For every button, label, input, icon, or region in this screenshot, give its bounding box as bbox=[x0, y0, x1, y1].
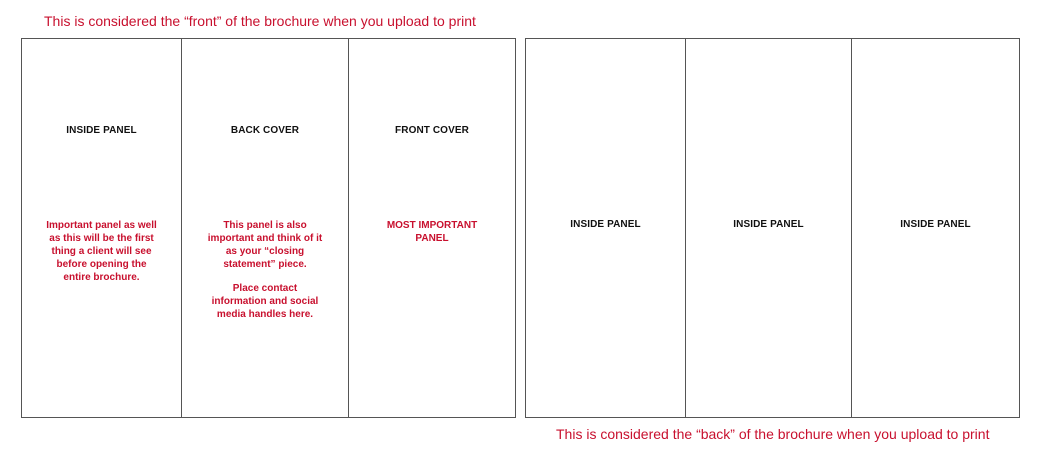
front-sheet bbox=[21, 38, 516, 418]
panel-note-contact: Place contact information and social media handles here. bbox=[211, 283, 319, 320]
panel-title: BACK COVER bbox=[230, 125, 300, 136]
back-panel-inside-3 bbox=[852, 39, 1019, 417]
front-caption: This is considered the “front” of the brochure when you upload to print bbox=[44, 13, 476, 29]
panel-title: FRONT COVER bbox=[395, 125, 469, 136]
front-panel-front-cover bbox=[349, 39, 515, 417]
front-panel-inside bbox=[22, 39, 182, 417]
panel-note: Important panel as well as this will be the first thing a client will see before opening the entire brochure. bbox=[46, 220, 157, 283]
panel-title: INSIDE PANEL bbox=[66, 125, 137, 136]
panel-title: INSIDE PANEL bbox=[570, 219, 641, 230]
panel-title: INSIDE PANEL bbox=[733, 219, 804, 230]
back-sheet bbox=[525, 38, 1020, 418]
back-caption: This is considered the “back” of the brochure when you upload to print bbox=[556, 426, 990, 442]
back-panel-inside-1 bbox=[526, 39, 686, 417]
panel-title: INSIDE PANEL bbox=[900, 219, 971, 230]
front-panel-back-cover bbox=[182, 39, 349, 417]
back-panel-inside-2 bbox=[686, 39, 852, 417]
panel-note: This panel is also important and think of it as your “closing statement” piece. bbox=[207, 220, 323, 270]
panel-note: MOST IMPORTANT PANEL bbox=[386, 220, 478, 244]
